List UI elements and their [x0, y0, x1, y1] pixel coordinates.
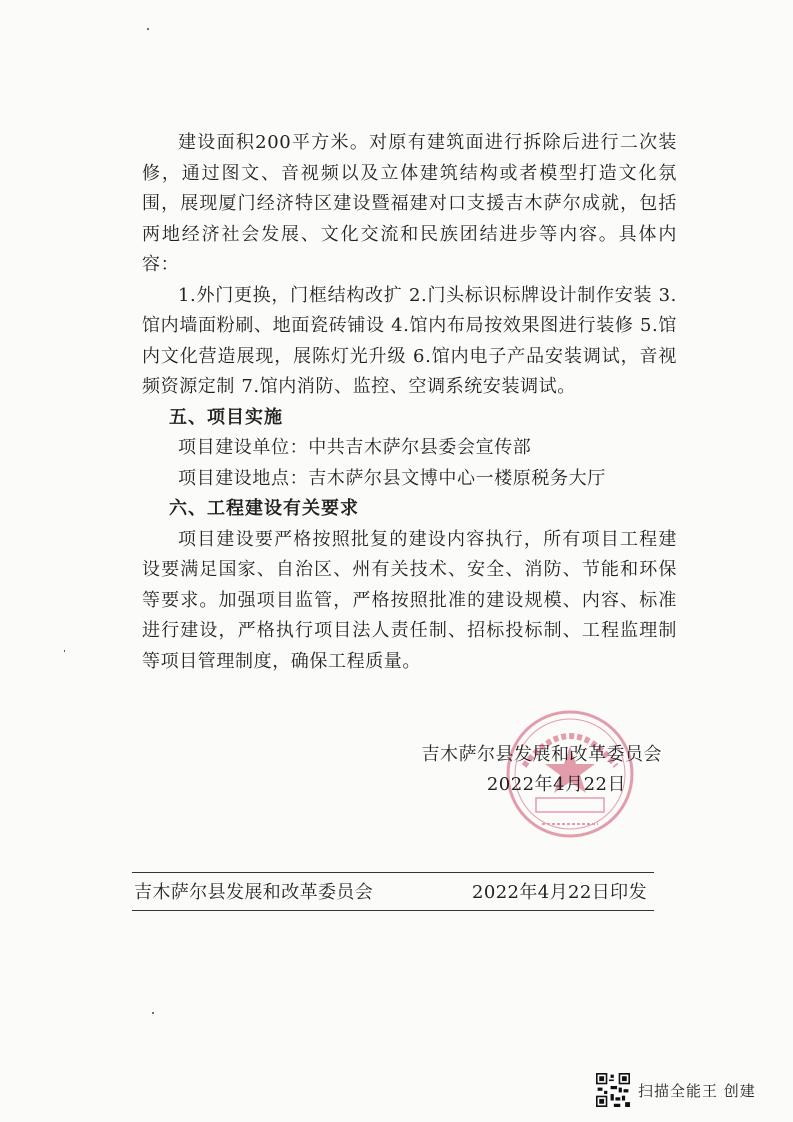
paragraph-requirements: 项目建设要严格按照批复的建设内容执行，所有项目工程建设要满足国家、自治区、州有关技术、安全、消防、节能和环保等要求。加强项目监管，严格按照批准的建设规模、内容、标准进行建设，严格执行项目法人责任制、招标投标制、工程监理制等项目管理制度，确保工程质量。 [142, 528, 677, 672]
qr-code-icon [596, 1073, 630, 1107]
footer-issue-date: 2022年4月22日印发 [472, 882, 647, 903]
paragraph-content-list: 1.外门更换，门框结构改扩 2.门头标识标牌设计制作安装 3.馆内墙面粉刷、地面瓷砖铺设 4.馆内布局按效果图进行装修 5.馆内文化营造展现，展陈灯光升级 6.馆内电子产品安装调试，音视频资源定制 7.馆内消防、监控、空调系统安装调试。 [142, 284, 677, 397]
signature-date: 2022年4月22日 [486, 774, 626, 795]
construction-unit-line: 项目建设单位：中共吉木萨尔县委会宣传部 [178, 437, 532, 458]
footer-issuer: 吉木萨尔县发展和改革委员会 [134, 882, 374, 903]
watermark-text: 扫描全能王 创建 [638, 1081, 756, 1100]
scanner-watermark [596, 1072, 756, 1108]
document-body [142, 128, 677, 677]
construction-site-line: 项目建设地点：吉木萨尔县文博中心一楼原税务大厅 [178, 467, 606, 489]
scan-speck [64, 650, 65, 652]
section-heading-implementation: 五、项目实施 [169, 406, 283, 428]
paragraph-scope: 建设面积200平方米。对原有建筑面进行拆除后进行二次装修，通过图文、音视频以及立体建筑结构或者模型打造文化氛围，展现厦门经济特区建设暨福建对口支援吉木萨尔成就，包括两地经济社会发展、文化交流和民族团结进步等内容。具体内容： [142, 132, 677, 275]
footer-rule-bottom [132, 910, 654, 911]
section-heading-requirements: 六、工程建设有关要求 [169, 498, 359, 519]
signature-organization: 吉木萨尔县发展和改革委员会 [421, 744, 662, 765]
signature-block [400, 740, 662, 800]
scan-speck [152, 1012, 154, 1014]
footer-rule-top [132, 872, 654, 873]
scan-speck [147, 28, 149, 30]
